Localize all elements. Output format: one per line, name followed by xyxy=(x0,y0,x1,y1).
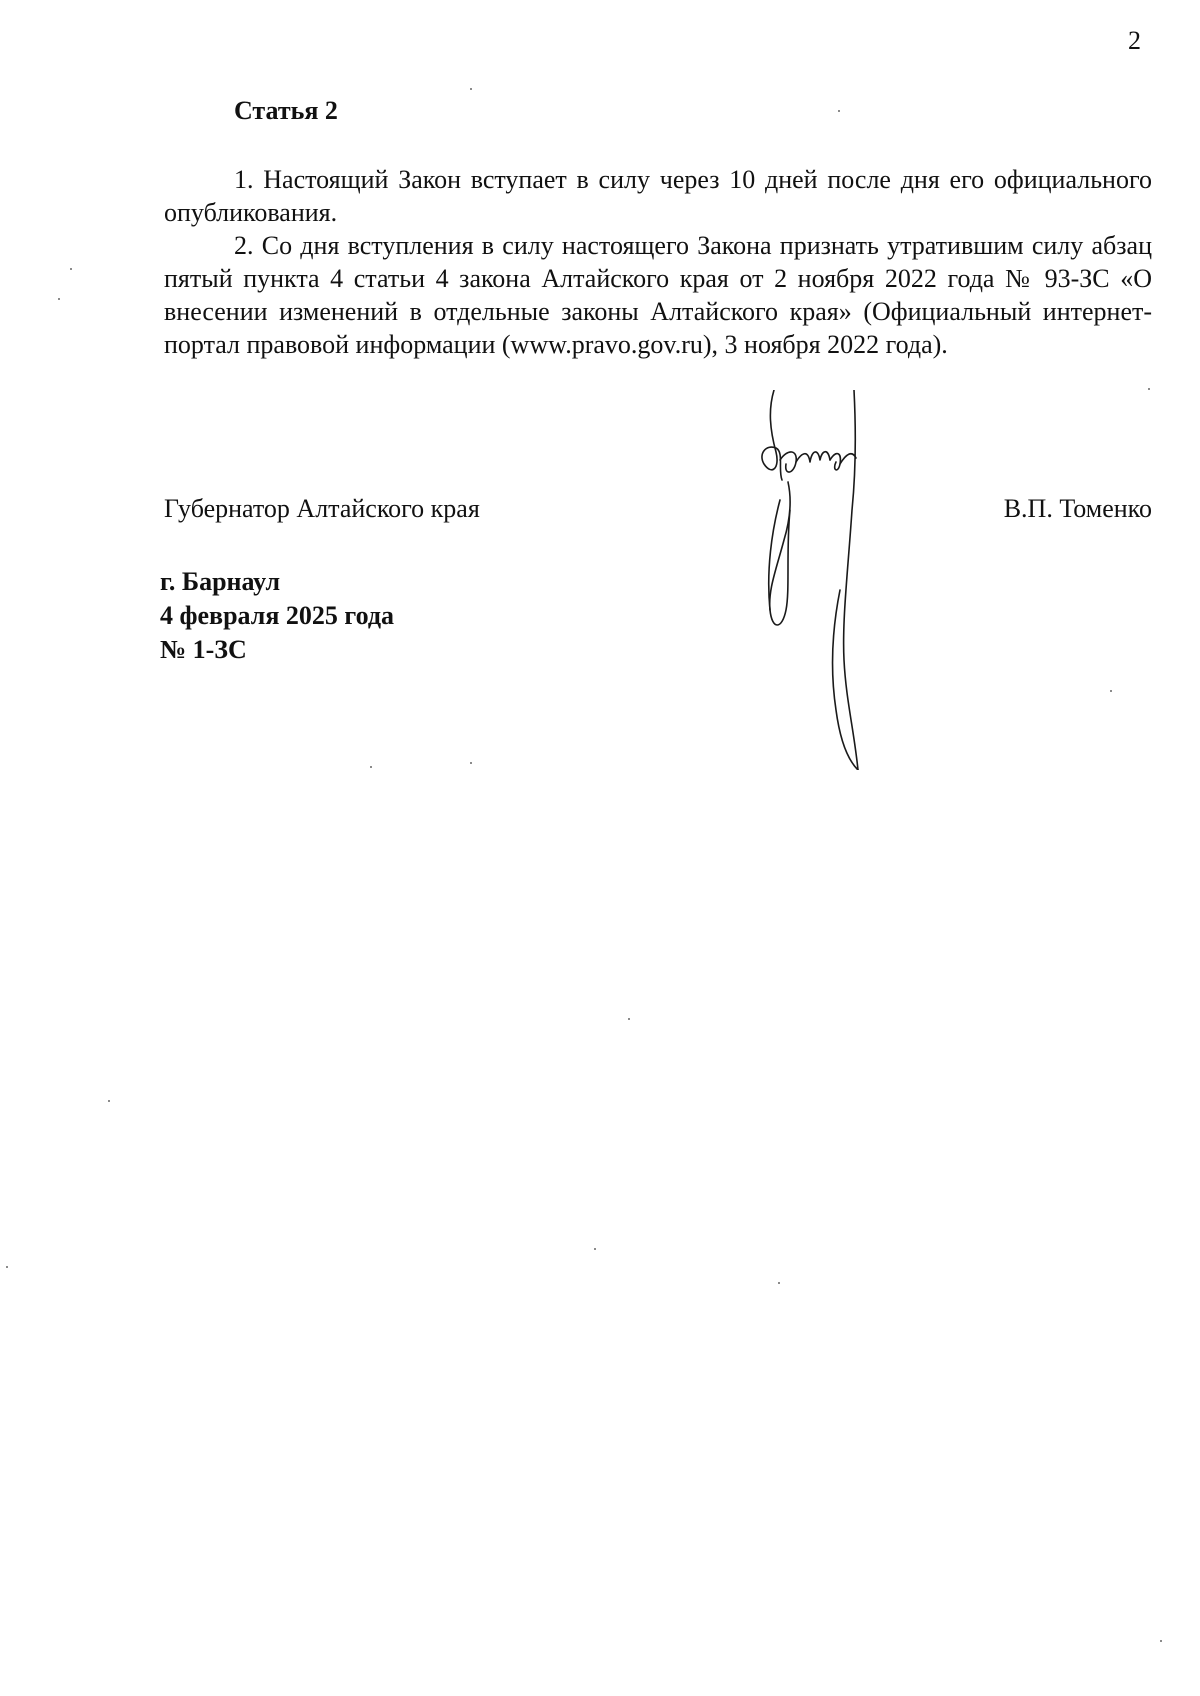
scan-speck xyxy=(1110,690,1112,692)
scan-speck xyxy=(108,1100,110,1102)
governor-name: В.П. Томенко xyxy=(1003,494,1152,523)
signing-details xyxy=(160,565,394,667)
law-number: № 1-ЗС xyxy=(160,635,247,664)
scan-speck xyxy=(1148,388,1150,390)
article-body xyxy=(164,163,1152,361)
scan-speck xyxy=(470,88,472,90)
scan-speck xyxy=(6,1266,8,1268)
scan-speck xyxy=(778,1282,780,1284)
scan-speck xyxy=(594,1248,596,1250)
handwritten-signature xyxy=(730,390,900,770)
article-title: Статья 2 xyxy=(234,96,338,125)
paragraph-1: 1. Настоящий Закон вступает в силу через 10 дней после дня его официального опубликования. xyxy=(164,165,1152,227)
governor-title: Губернатор Алтайского края xyxy=(164,494,480,523)
signing-date: 4 февраля 2025 года xyxy=(160,601,394,630)
scan-speck xyxy=(370,766,372,768)
scan-speck xyxy=(70,268,72,270)
scan-speck xyxy=(838,110,840,112)
paragraph-2: 2. Со дня вступления в силу настоящего Закона признать утратившим силу абзац пятый пункта 4 статьи 4 закона Алтайского края от 2 ноября 2022 года № 93-ЗС «О внесении изменений в отдельные законы Алтайского края» (Официальный интернет-портал правовой информации (www.pravo.gov.ru), 3 ноября 2022 года). xyxy=(164,231,1152,359)
scan-speck xyxy=(1160,1640,1162,1642)
page-number: 2 xyxy=(1128,26,1141,55)
scan-speck xyxy=(628,1018,630,1020)
scan-speck xyxy=(470,762,472,764)
scan-speck xyxy=(58,298,60,300)
signing-city: г. Барнаул xyxy=(160,567,281,596)
